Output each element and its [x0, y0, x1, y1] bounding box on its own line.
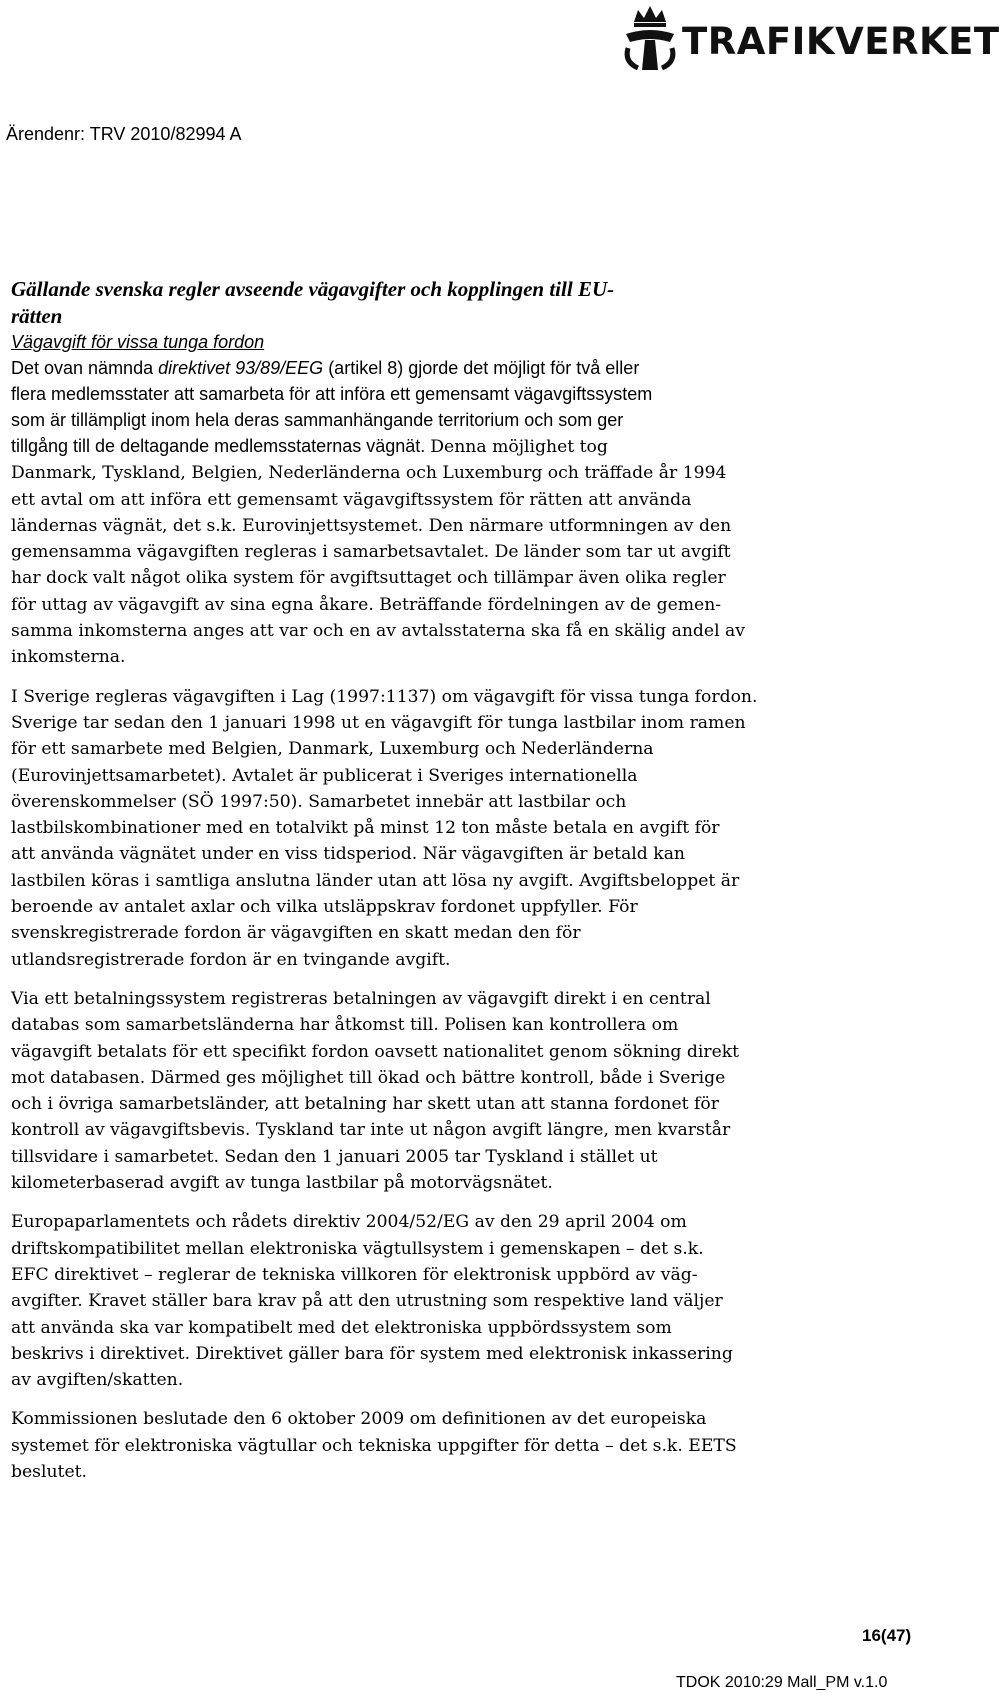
intro-text: flera medlemsstater att samarbeta för att införa ett gemensamt vägavgiftssystem: [11, 384, 653, 404]
paragraph-line: och i övriga samarbetsländer, att betalning har skett utan att stanna fordonet för: [11, 1094, 719, 1115]
paragraph-line: lastbilen köras i samtliga anslutna länder utan att lösa ny avgift. Avgiftsbeloppet är: [11, 870, 740, 891]
paragraph-line: har dock valt något olika system för avgiftsuttaget och tillämpar även olika regler: [11, 568, 726, 589]
paragraph-line: vägavgift betalats för ett specifikt fordon oavsett nationalitet genom sökning direkt: [11, 1041, 740, 1062]
intro-paragraph: [11, 355, 811, 460]
paragraph-line: av avgiften/skatten.: [11, 1370, 184, 1391]
paragraph-line: EFC direktivet – reglerar de tekniska villkoren för elektronisk uppbörd av väg-: [11, 1264, 698, 1285]
heading-line: rätten: [11, 304, 63, 328]
paragraph-line: beslutet.: [11, 1461, 88, 1482]
paragraph-line: gemensamma vägavgiften regleras i samarbetsavtalet. De länder som tar ut avgift: [11, 542, 731, 563]
trafikverket-logo: [620, 4, 1000, 74]
paragraph-payment-system: [11, 986, 811, 1196]
paragraph-line: inkomsterna.: [11, 647, 126, 668]
logo-wordmark: TRAFIKVERKET: [682, 20, 1000, 63]
paragraph-line: tillsvidare i samarbetet. Sedan den 1 januari 2005 tar Tyskland i stället ut: [11, 1146, 658, 1167]
paragraph-line: att använda vägnätet under en viss tidsperiod. När vägavgiften är betald kan: [11, 844, 686, 865]
crown-emblem-icon: [620, 4, 680, 74]
paragraph-line: systemet för elektroniska vägtullar och tekniska uppgifter för detta – det s.k. EETS: [11, 1435, 737, 1456]
paragraph-efc-directive: [11, 1209, 811, 1393]
paragraph-line: ett avtal om att införa ett gemensamt vägavgiftssystem för rätten att använda: [11, 489, 692, 510]
paragraph-line: lastbilskombinationer med en totalvikt på minst 12 ton måste betala en avgift för: [11, 818, 720, 839]
template-id: TDOK 2010:29 Mall_PM v.1.0: [676, 1674, 888, 1691]
paragraph-swedish-law: [11, 684, 811, 973]
heading-line: Gällande svenska regler avseende vägavgifter och kopplingen till EU-: [11, 277, 615, 301]
paragraph-line: Kommissionen beslutade den 6 oktober 2009 om definitionen av det europeiska: [11, 1409, 707, 1430]
paragraph-line: avgifter. Kravet ställer bara krav på att den utrustning som respektive land väljer: [11, 1291, 723, 1312]
paragraph-eurovinjett: [11, 460, 811, 670]
paragraph-line: beskrivs i direktivet. Direktivet gäller bara för system med elektronisk inkassering: [11, 1343, 733, 1364]
paragraph-line: ländernas vägnät, det s.k. Eurovinjettsystemet. Den närmare utformningen av den: [11, 515, 732, 536]
paragraph-line: kilometerbaserad avgift av tunga lastbilar på motorvägsnätet.: [11, 1173, 553, 1194]
paragraph-line: Via ett betalningssystem registreras betalningen av vägavgift direkt i en central: [11, 988, 711, 1009]
page-number: 16(47): [862, 1626, 912, 1645]
paragraph-line: databas som samarbetsländerna har åtkomst till. Polisen kan kontrollera om: [11, 1015, 679, 1036]
intro-text: som är tillämpligt inom hela deras sammanhängande territorium och som ger: [11, 410, 624, 430]
paragraph-line: för uttag av vägavgift av sina egna åkare. Beträffande fördelningen av de gemen-: [11, 594, 722, 615]
paragraph-line: svenskregistrerade fordon är vägavgiften en skatt medan den för: [11, 923, 581, 944]
section-heading: [11, 276, 811, 330]
paragraph-line: Europaparlamentets och rådets direktiv 2004/52/EG av den 29 april 2004 om: [11, 1212, 687, 1233]
paragraph-line: överenskommelser (SÖ 1997:50). Samarbetet innebär att lastbilar och: [11, 791, 627, 812]
directive-reference: direktivet 93/89/EEG: [158, 358, 324, 378]
intro-text: tillgång till de deltagande medlemsstaternas vägnät.: [11, 436, 431, 456]
paragraph-eets-decision: [11, 1406, 811, 1485]
paragraph-line: I Sverige regleras vägavgiften i Lag (1997:1137) om vägavgift för vissa tunga fordon.: [11, 686, 758, 707]
paragraph-line: driftskompatibilitet mellan elektroniska vägtullsystem i gemenskapen – det s.k.: [11, 1238, 704, 1259]
document-body: [11, 276, 811, 1485]
section-subheading: Vägavgift för vissa tunga fordon: [11, 332, 265, 352]
intro-text: (artikel 8) gjorde det möjligt för två eller: [323, 358, 640, 378]
paragraph-line: utlandsregistrerade fordon är en tvingande avgift.: [11, 949, 451, 970]
paragraph-line: samma inkomsterna anges att var och en av avtalsstaterna ska få en skälig andel av: [11, 621, 746, 642]
paragraph-line: (Eurovinjettsamarbetet). Avtalet är publicerat i Sveriges internationella: [11, 765, 638, 786]
paragraph-line: att använda ska var kompatibelt med det elektroniska uppbördssystem som: [11, 1317, 672, 1338]
paragraph-line: beroende av antalet axlar och vilka utsläppskrav fordonet uppfyller. För: [11, 897, 638, 918]
intro-text: Det ovan nämnda: [11, 358, 159, 378]
paragraph-line: för ett samarbete med Belgien, Danmark, Luxemburg och Nederländerna: [11, 739, 654, 760]
case-number: Ärendenr: TRV 2010/82994 A: [6, 124, 242, 144]
paragraph-line: mot databasen. Därmed ges möjlighet till ökad och bättre kontroll, både i Sverige: [11, 1067, 726, 1088]
paragraph-text: Denna möjlighet tog: [430, 437, 608, 457]
paragraph-line: Sverige tar sedan den 1 januari 1998 ut en vägavgift för tunga lastbilar inom ramen: [11, 712, 746, 733]
paragraph-line: kontroll av vägavgiftsbevis. Tyskland tar inte ut någon avgift längre, men kvarstår: [11, 1120, 731, 1141]
paragraph-line: Danmark, Tyskland, Belgien, Nederländerna och Luxemburg och träffade år 1994: [11, 463, 727, 484]
